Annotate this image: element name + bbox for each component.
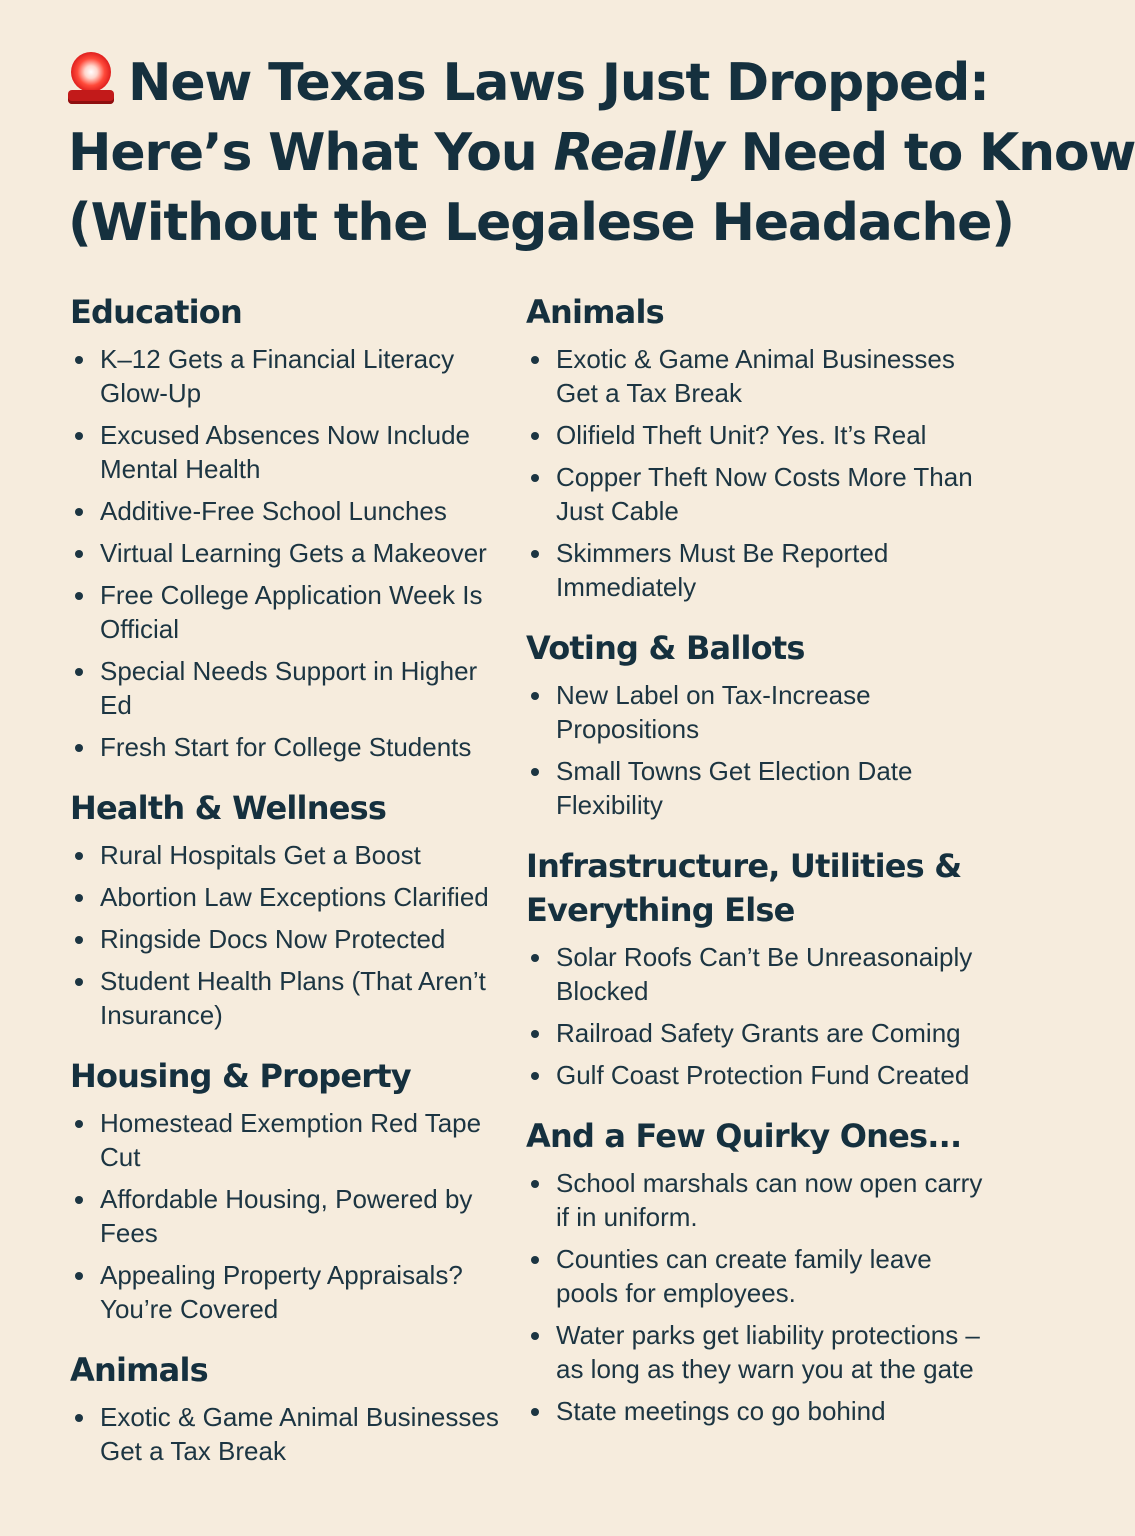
list-item: School marshals can now open carry if in uniform.: [526, 1166, 996, 1234]
list-item: Affordable Housing, Powered by Fees: [70, 1182, 510, 1250]
title-line-3: (Without the Legalese Headache): [68, 193, 1014, 253]
section-quirky: [526, 1114, 996, 1428]
list-item: Appealing Property Appraisals? You’re Covered: [70, 1258, 510, 1326]
list-item: Copper Theft Now Costs More Than Just Cable: [526, 460, 996, 528]
list-item: Homestead Exemption Red Tape Cut: [70, 1106, 510, 1174]
title-line-2-prefix: Here’s What You: [68, 123, 554, 183]
title-line-2: [68, 118, 1135, 188]
bullet-list: [70, 1400, 510, 1468]
list-item: K–12 Gets a Financial Literacy Glow-Up: [70, 342, 510, 410]
list-item: Exotic & Game Animal Businesses Get a Tax Break: [526, 342, 996, 410]
section-education: [70, 290, 510, 764]
title-line-2-suffix: Need to Know: [723, 123, 1135, 183]
list-item: Abortion Law Exceptions Clarified: [70, 880, 510, 914]
bullet-list: [70, 1106, 510, 1326]
section-heading: Animals: [70, 1351, 208, 1389]
list-item: Water parks get liability protections –as long as they warn you at the gate: [526, 1318, 996, 1386]
list-item: Olifield Theft Unit? Yes. It’s Real: [526, 418, 996, 452]
section-infrastructure: [526, 844, 996, 1092]
bullet-list: [526, 342, 996, 604]
section-heading: Animals: [526, 293, 664, 331]
list-item: Excused Absences Now Include Mental Health: [70, 418, 510, 486]
page-title: [68, 48, 1135, 258]
section-animals-left: [70, 1348, 510, 1468]
bullet-list: [70, 838, 510, 1032]
list-item: Ringside Docs Now Protected: [70, 922, 510, 956]
list-item: Free College Application Week Is Official: [70, 578, 510, 646]
list-item: New Label on Tax-Increase Propositions: [526, 678, 996, 746]
list-item: Special Needs Support in Higher Ed: [70, 654, 510, 722]
title-line-1-text: New Texas Laws Just Dropped:: [128, 53, 989, 113]
list-item: State meetings co go bohind: [526, 1394, 996, 1428]
section-heading: And a Few Quirky Ones...: [526, 1117, 962, 1155]
list-item: Student Health Plans (That Aren’t Insurance): [70, 964, 510, 1032]
section-heading: Housing & Property: [70, 1057, 411, 1095]
bullet-list: [526, 1166, 996, 1428]
list-item: Railroad Safety Grants are Coming: [526, 1016, 996, 1050]
section-heading: Education: [70, 293, 242, 331]
list-item: Additive-Free School Lunches: [70, 494, 510, 528]
list-item: Solar Roofs Can’t Be Unreasonaiply Blocked: [526, 940, 996, 1008]
section-heading: Health & Wellness: [70, 789, 387, 827]
siren-icon: [68, 50, 114, 106]
section-voting-ballots: [526, 626, 996, 822]
list-item: Exotic & Game Animal Businesses Get a Tax Break: [70, 1400, 510, 1468]
section-animals: [526, 290, 996, 604]
bullet-list: [526, 678, 996, 822]
list-item: Gulf Coast Protection Fund Created: [526, 1058, 996, 1092]
list-item: Skimmers Must Be Reported Immediately: [526, 536, 996, 604]
list-item: Fresh Start for College Students: [70, 730, 510, 764]
section-heading: Voting & Ballots: [526, 629, 805, 667]
title-emphasis: Really: [553, 123, 724, 183]
section-health-wellness: [70, 786, 510, 1032]
bullet-list: [70, 342, 510, 764]
left-column: [70, 290, 510, 1490]
right-column: [526, 290, 996, 1450]
list-item: Counties can create family leave pools for employees.: [526, 1242, 996, 1310]
section-heading: Infrastructure, Utilities & Everything Else: [526, 847, 962, 929]
list-item: Small Towns Get Election Date Flexibility: [526, 754, 996, 822]
list-item: Virtual Learning Gets a Makeover: [70, 536, 510, 570]
bullet-list: [526, 940, 996, 1092]
title-line-1: [68, 48, 998, 118]
section-housing-property: [70, 1054, 510, 1326]
list-item: Rural Hospitals Get a Boost: [70, 838, 510, 872]
